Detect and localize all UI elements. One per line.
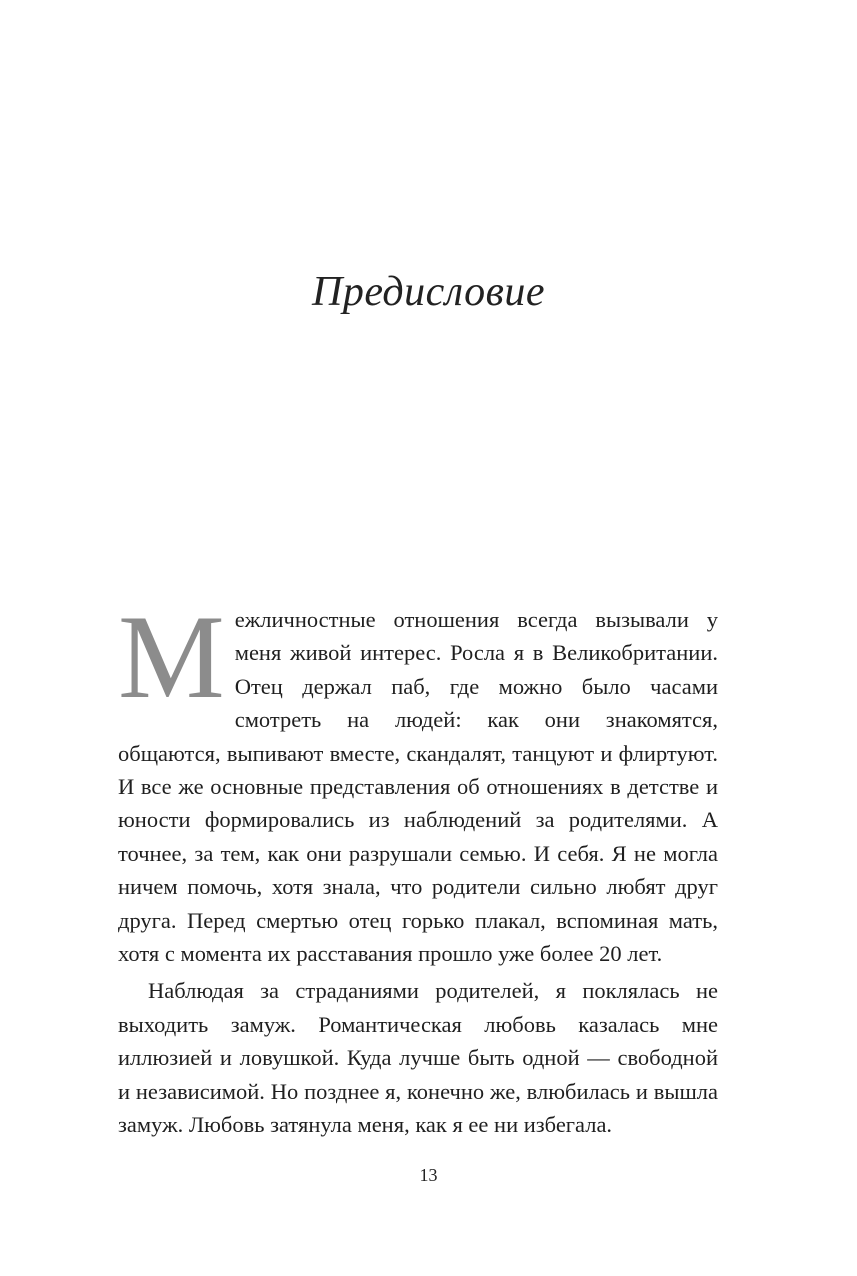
chapter-body bbox=[118, 590, 718, 1142]
page-number: 13 bbox=[419, 1165, 438, 1185]
chapter-title: Предисловие bbox=[311, 269, 545, 315]
paragraph-2: Наблюдая за страданиями родителей, я поклялась не выходить замуж. Романтическая любовь казалась мне иллюзией и ловушкой. Куда лучше быть одной — свободной и независимой. Но позднее я, конечно же, влюбилась и вышла замуж. Любовь затянула меня, как я ее ни избегала. bbox=[118, 978, 718, 1138]
paragraph-1-text: ежличностные отношения всегда вызывали у меня живой интерес. Росла я в Великобритании. Отец держал паб, где можно было часами смотреть на людей: как они знакомятся, общаются, выпивают вместе, скандалят, танцуют и флиртуют. И все же основные представления об отношениях в детстве и юности формировались из наблюдений за родителями. А точнее, за тем, как они разрушали семью. И себя. Я не могла ничем помочь, хотя знала, что родители сильно любят друг друга. Перед смертью отец горько плакал, вспоминая мать, хотя с момента их расставания прошло уже более 20 лет. bbox=[118, 607, 718, 967]
drop-cap: М bbox=[118, 590, 225, 723]
paragraph-1 bbox=[118, 590, 718, 970]
